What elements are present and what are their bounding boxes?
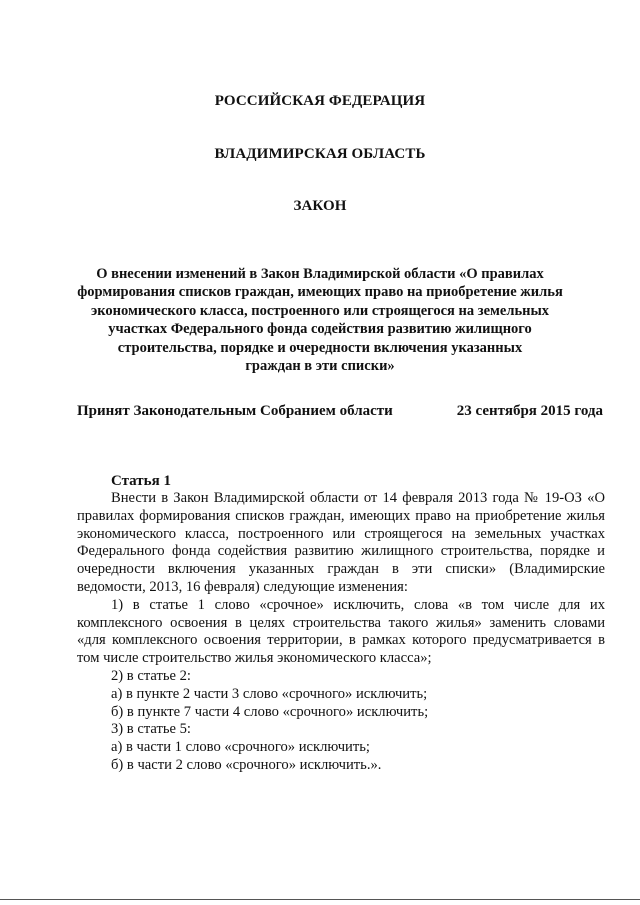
change-item-3a: а) в части 1 слово «срочного» исключить; [111, 739, 370, 756]
article-heading: Статья 1 [111, 473, 171, 489]
law-title-line: экономического класса, построенного или строящегося на земельных [90, 302, 550, 319]
law-title-line: О внесении изменений в Закон Владимирской области «О правилах [96, 266, 544, 282]
adopting-body: Принят Законодательным Собранием области [77, 403, 393, 419]
change-item-1: 1) в статье 1 слово «срочное» исключить, слова «в том числе для их комплексного освоения в целях строительства такого жилья» заменить словами «для комплексного освоения территории, в рамках которого предусматривается в том числе строительство жилья экономического класса»; [77, 596, 605, 667]
adoption-line [77, 403, 603, 420]
article-intro-paragraph: Внести в Закон Владимирской области от 14 февраля 2013 года № 19-ОЗ «О правилах формирования списков граждан, имеющих право на приобретение жилья экономического класса, построенного или строящегося на земельных участках Федерального фонда содействия развитию жилищного строительства, порядке и очередности включения указанных граждан в эти списки» (Владимирские ведомости, 2013, 16 февраля) следующие изменения: [77, 490, 605, 595]
article-body [77, 490, 605, 775]
change-item-3b: б) в части 2 слово «срочного» исключить.». [111, 756, 382, 773]
law-title-line: строительства, порядке и очередности включения указанных [117, 339, 523, 356]
document-type-heading: ЗАКОН [293, 198, 347, 214]
change-item-3: 3) в статье 5: [111, 721, 191, 738]
region-heading: ВЛАДИМИРСКАЯ ОБЛАСТЬ [214, 146, 426, 162]
law-title [60, 265, 580, 375]
country-heading: РОССИЙСКАЯ ФЕДЕРАЦИЯ [214, 93, 426, 109]
page-bottom-edge [0, 899, 640, 900]
change-item-2b: б) в пункте 7 части 4 слово «срочного» исключить; [111, 703, 429, 720]
change-item-2a: а) в пункте 2 части 3 слово «срочного» исключить; [111, 685, 428, 702]
adoption-date: 23 сентября 2015 года [456, 403, 603, 419]
change-item-2: 2) в статье 2: [111, 667, 191, 684]
law-title-line: участках Федерального фонда содействия развитию жилищного [108, 321, 532, 338]
law-title-line: формирования списков граждан, имеющих право на приобретение жилья [77, 284, 563, 301]
law-title-line: граждан в эти списки» [245, 358, 395, 375]
